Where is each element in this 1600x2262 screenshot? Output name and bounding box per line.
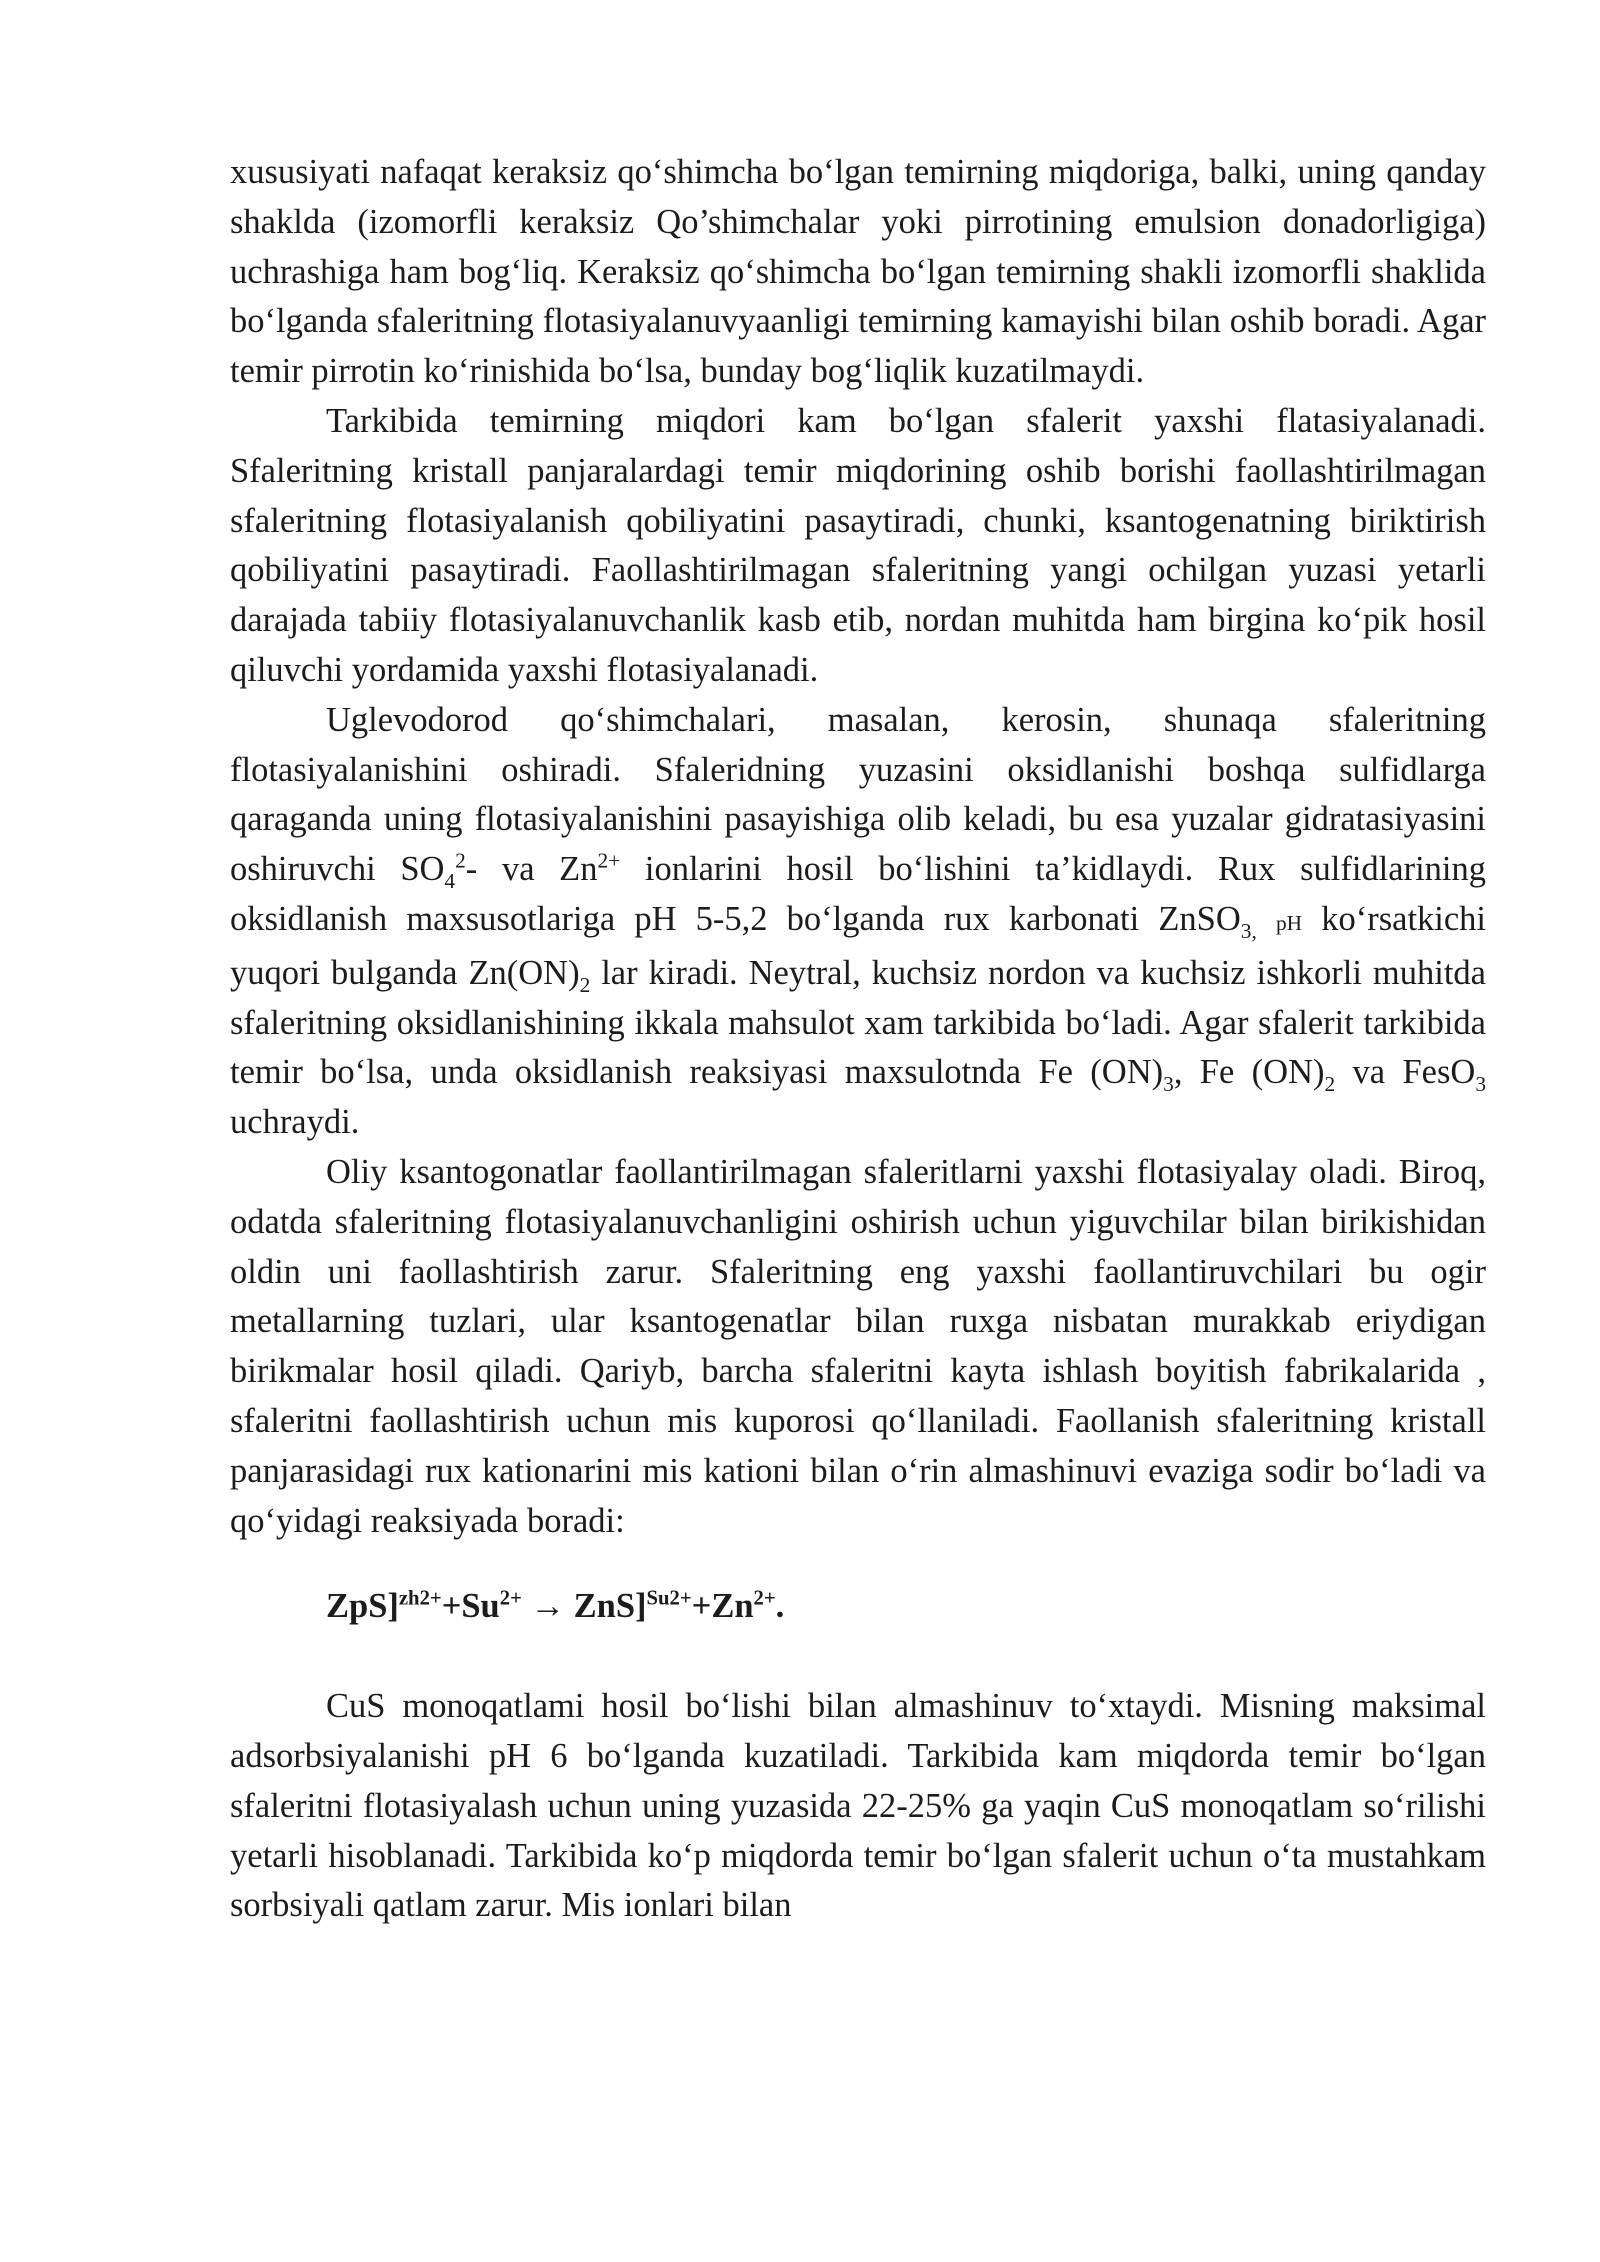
paragraph-3-text-9: uchraydi. [230, 1103, 360, 1142]
subscript-3-b: 3 [1163, 1072, 1174, 1097]
formula-part-c: ZnS] [573, 1587, 647, 1626]
formula-part-d: +Zn [691, 1587, 754, 1626]
superscript-2: 2 [455, 848, 466, 873]
formula-part-e: . [775, 1587, 785, 1626]
formula-part-a: ZpS] [326, 1587, 399, 1626]
paragraph-3-text-6: lar kiradi. Neytral, kuchsiz nordon va kuchsiz ishkorli muhitda sfaleritning oksidlanishining ikkala mahsulot xam tarkibida bo‘ladi. Agar sfalerit tarkibida temir bo‘lsa, unda oksidlanish reaksiyasi maxsulotnda Fe (ON) [230, 953, 1486, 1092]
formula-sup-c: Su2+ [646, 1587, 692, 1610]
document-page [230, 148, 1486, 1931]
paragraph-3-text-5: ko‘rsatkichi yuqori bulganda Zn(ON) [230, 899, 1487, 992]
paragraph-3-text-2: - va Zn [465, 850, 598, 889]
paragraph-2: Tarkibida temirning miqdori kam bo‘lgan sfalerit yaxshi flatasiyalanadi. Sfaleritning kristall panjaralardagi temir miqdorining oshib borishi faollashtirilmagan sfaleritning flotasiyalanish qobiliyatini pasaytiradi, chunki, ksantogenatning biriktirish qobiliyatini pasaytiradi. Faollashtirilmagan sfaleritning yangi ochilgan yuzasi yetarli darajada tabiiy flotasiyalanuvchanlik kasb etib, nordan muhitda ham birgina ko‘pik hosil qiluvchi yordamida yaxshi flotasiyalanadi. [230, 401, 1486, 689]
subscript-3: 3, [1240, 918, 1257, 943]
subscript-4: 4 [444, 869, 456, 894]
paragraph-3 [230, 696, 1486, 1148]
paragraph-1: xususiyati nafaqat keraksiz qo‘shimcha bo‘lgan temirning miqdoriga, balki, uning qanday shaklda (izomorfli keraksiz Qo’shimchalar yoki pirrotining emulsion donadorligiga) uchrashiga ham bog‘liq. Keraksiz qo‘shimcha bo‘lgan temirning shakli izomorfli shaklida bo‘lganda sfaleritning flotasiyalanuvyaanligi temirning kamayishi bilan oshib boradi. Agar temir pirrotin ko‘rinishida bo‘lsa, bunday bog‘liqlik kuzatilmaydi. [230, 153, 1486, 391]
subscript-2-a: 2 [579, 972, 591, 997]
reaction-formula [230, 1582, 1486, 1632]
formula-sup-d: 2+ [753, 1587, 776, 1610]
arrow-icon: → [521, 1587, 574, 1626]
subscript-3-c: 3 [1475, 1072, 1486, 1097]
paragraph-3-text-8: va FesO [1335, 1053, 1476, 1092]
small-ph: pH [1275, 910, 1303, 935]
formula-part-b: +Su [441, 1587, 500, 1626]
paragraph-5: CuS monoqatlami hosil bo‘lishi bilan almashinuv to‘xtaydi. Misning maksimal adsorbsiyalanishi pH 6 bo‘lganda kuzatiladi. Tarkibida kam miqdorda temir bo‘lgan sfaleritni flotasiyalash uchun uning yuzasida 22-25% ga yaqin CuS monoqatlam so‘rilishi yetarli hisoblanadi. Tarkibida ko‘p miqdorda temir bo‘lgan sfalerit uchun o‘ta mustahkam sorbsiyali qatlam zarur. Mis ionlari bilan [230, 1687, 1486, 1925]
paragraph-3-text-3: ionlarini hosil bo‘lishini ta’kidlaydi. Rux sulfidlarining oksidlanish maxsusotlariga pH 5-5,2 bo‘lganda rux karbonati ZnSO [230, 850, 1486, 938]
paragraph-3-text-7: , Fe (ON) [1173, 1053, 1325, 1092]
superscript-2plus: 2+ [597, 848, 621, 873]
formula-sup-b: 2+ [499, 1587, 522, 1610]
subscript-2-b: 2 [1324, 1072, 1336, 1097]
paragraph-3-text-1: Uglevodorod qo‘shimchalari, masalan, kerosin, shunaqa sfaleritning flotasiyalanishini oshiradi. Sfaleridning yuzasini oksidlanishi boshqa sulfidlarga qaraganda uning flotasiyalanishini pasayishiga olib keladi, bu esa yuzalar gidratasiyasini oshiruvchi SO [230, 700, 1486, 889]
paragraph-3-text-4 [1257, 900, 1276, 938]
paragraph-4: Oliy ksantogonatlar faollantirilmagan sfaleritlarni yaxshi flotasiyalay oladi. Biroq, odatda sfaleritning flotasiyalanuvchanligini oshirish uchun yiguvchilar bilan birikishidan oldin uni faollashtirish zarur. Sfaleritning eng yaxshi faollantiruvchilari bu ogir metallarning tuzlari, ular ksantogenatlar bilan ruxga nisbatan murakkab eriydigan birikmalar hosil qiladi. Qariyb, barcha sfaleritni kayta ishlash boyitish fabrikalarida , sfaleritni faollashtirish uchun mis kuporosi qo‘llaniladi. Faollanish sfaleritning kristall panjarasidagi rux kationarini mis kationi bilan o‘rin almashinuvi evaziga sodir bo‘ladi va qo‘yidagi reaksiyada boradi: [230, 1152, 1486, 1540]
formula-sup-a: zh2+ [398, 1587, 442, 1610]
